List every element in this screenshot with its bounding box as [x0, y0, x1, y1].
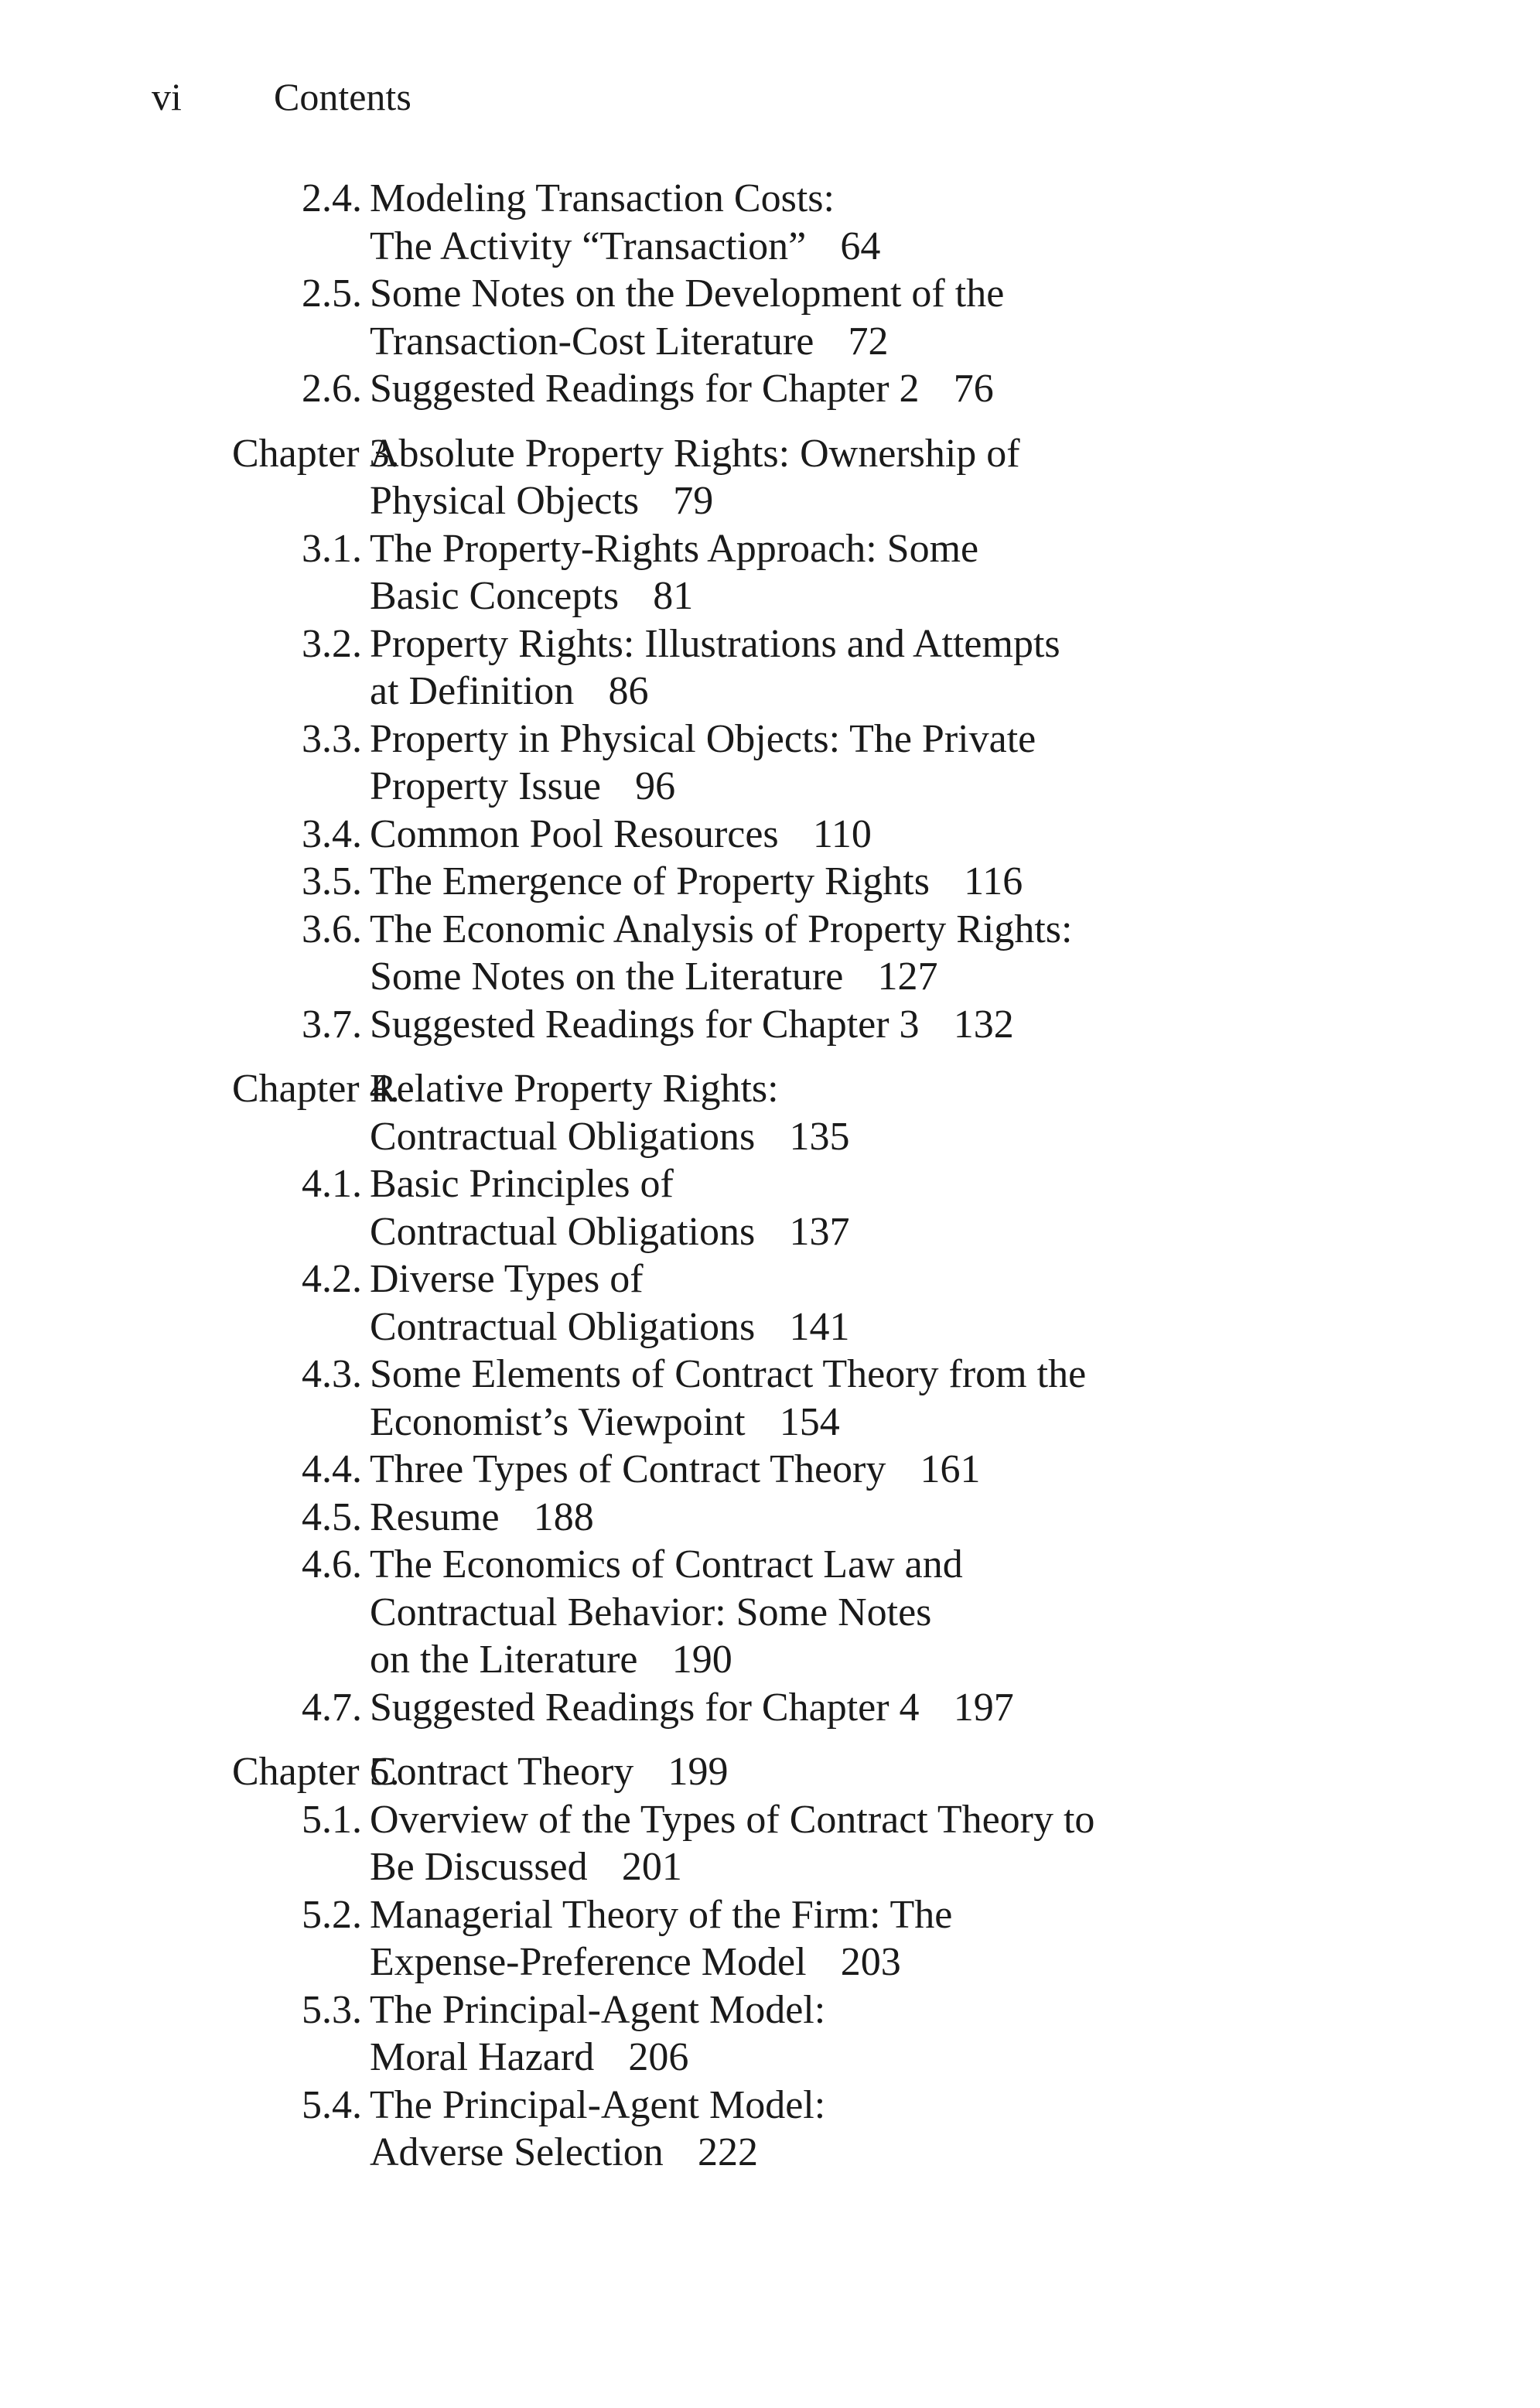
section-number: 2.4.	[302, 176, 362, 220]
entry-title-line	[370, 1399, 1199, 1447]
page-reference: 81	[653, 574, 694, 618]
entry-title-line	[370, 477, 1199, 525]
page-reference: 154	[779, 1399, 840, 1444]
entry-title-line	[370, 1255, 1199, 1303]
section-number: 3.4.	[302, 811, 362, 856]
section-number: 4.6.	[302, 1542, 362, 1587]
page-reference: 188	[533, 1494, 594, 1539]
table-of-contents	[232, 175, 1199, 2177]
entry-title-text: Basic Concepts	[370, 574, 620, 618]
page-reference: 222	[697, 2130, 758, 2174]
page-reference: 199	[668, 1750, 729, 1794]
page-reference: 206	[628, 2035, 689, 2079]
page-reference: 137	[789, 1209, 850, 1254]
entry-title-line	[370, 763, 1199, 811]
toc-section-entry	[232, 175, 1199, 270]
page-reference: 116	[964, 859, 1023, 903]
toc-section-entry	[232, 1351, 1199, 1446]
section-number: 2.6.	[302, 367, 362, 411]
toc-chapter-entry	[232, 430, 1199, 525]
entry-title-text: Adverse Selection	[370, 2130, 664, 2174]
entry-title-line	[370, 1113, 1199, 1161]
entry-title-text: at Definition	[370, 669, 575, 713]
entry-title-line	[370, 1541, 1199, 1589]
section-number: 5.4.	[302, 2082, 362, 2127]
toc-section-entry	[232, 1160, 1199, 1255]
entry-title-text: Contract Theory	[370, 1750, 634, 1794]
page-reference: 86	[608, 669, 649, 713]
entry-title-line	[370, 1208, 1199, 1256]
entry-title-text: The Economics of Contract Law and	[370, 1542, 963, 1587]
entry-title-line	[370, 1351, 1199, 1399]
entry-title-text: Relative Property Rights:	[370, 1067, 779, 1111]
entry-title-line	[370, 2082, 1199, 2130]
entry-title-line	[370, 1748, 1199, 1796]
entry-title-line	[370, 1938, 1199, 1986]
entry-title-line	[370, 858, 1199, 906]
entry-title-text: Economist’s Viewpoint	[370, 1399, 746, 1444]
section-number: 2.5.	[302, 272, 362, 316]
entry-title-text: Transaction-Cost Literature	[370, 319, 814, 364]
toc-section-entry	[232, 1001, 1199, 1049]
toc-section-entry	[232, 906, 1199, 1001]
toc-section-entry	[232, 2082, 1199, 2177]
page-reference: 135	[789, 1114, 850, 1159]
toc-section-entry	[232, 620, 1199, 716]
entry-title-text: The Principal-Agent Model:	[370, 2082, 826, 2127]
entry-title-line	[370, 1160, 1199, 1208]
toc-chapter-entry	[232, 1065, 1199, 1160]
entry-title-text: Property in Physical Objects: The Private	[370, 716, 1036, 761]
page-reference: 161	[920, 1447, 981, 1491]
entry-title-text: Diverse Types of	[370, 1257, 644, 1301]
toc-section-entry	[232, 1986, 1199, 2082]
section-number: 4.2.	[302, 1257, 362, 1301]
section-number: 3.7.	[302, 1002, 362, 1047]
toc-chapter-entry	[232, 1748, 1199, 1796]
entry-title-line	[370, 2034, 1199, 2082]
entry-title-text: Common Pool Resources	[370, 811, 779, 856]
entry-title-line	[370, 1986, 1199, 2034]
toc-section-entry	[232, 1446, 1199, 1494]
entry-title-line	[370, 1843, 1199, 1891]
entry-title-line	[370, 620, 1199, 668]
page-reference: 190	[671, 1638, 732, 1682]
toc-section-entry	[232, 716, 1199, 811]
page-reference: 141	[789, 1304, 850, 1349]
entry-title-line	[370, 1494, 1199, 1542]
entry-title-text: Suggested Readings for Chapter 3	[370, 1002, 920, 1047]
page-reference: 132	[953, 1002, 1014, 1047]
entry-title-line	[370, 270, 1199, 318]
entry-title-text: Contractual Obligations	[370, 1114, 756, 1159]
entry-title-line	[370, 1636, 1199, 1684]
entry-title-text: Some Notes on the Literature	[370, 955, 844, 999]
entry-title-text: Property Issue	[370, 764, 601, 808]
entry-title-line	[370, 525, 1199, 573]
toc-section-entry	[232, 1796, 1199, 1891]
toc-section-entry	[232, 1494, 1199, 1542]
entry-title-text: Some Notes on the Development of the	[370, 272, 1005, 316]
section-number: 4.1.	[302, 1162, 362, 1206]
page-reference: 64	[840, 224, 881, 268]
entry-title-line	[370, 1303, 1199, 1351]
entry-title-line	[370, 572, 1199, 620]
entry-title-text: Physical Objects	[370, 479, 640, 523]
toc-section-entry	[232, 1684, 1199, 1732]
section-number: 3.3.	[302, 716, 362, 761]
toc-section-entry	[232, 1541, 1199, 1684]
entry-title-line	[370, 716, 1199, 763]
section-number: 3.2.	[302, 621, 362, 666]
entry-title-line	[370, 1065, 1199, 1113]
entry-title-line	[370, 668, 1199, 716]
entry-title-text: The Economic Analysis of Property Rights:	[370, 907, 1073, 951]
entry-title-text: The Emergence of Property Rights	[370, 859, 930, 903]
entry-title-line	[370, 223, 1199, 271]
page-reference: 197	[953, 1685, 1014, 1730]
page-reference: 76	[953, 367, 994, 411]
toc-section-entry	[232, 811, 1199, 859]
entry-title-text: Moral Hazard	[370, 2035, 595, 2079]
entry-title-line	[370, 430, 1199, 478]
page-reference: 96	[635, 764, 676, 808]
entry-title-line	[370, 1684, 1199, 1732]
page-reference: 203	[840, 1940, 901, 1984]
entry-title-line	[370, 1589, 1199, 1637]
entry-title-text: Expense-Preference Model	[370, 1940, 807, 1984]
section-number: 5.2.	[302, 1892, 362, 1937]
entry-title-text: Modeling Transaction Costs:	[370, 176, 835, 220]
section-number: 5.1.	[302, 1797, 362, 1842]
entry-title-line	[370, 906, 1199, 954]
entry-title-line	[370, 365, 1199, 413]
toc-section-entry	[232, 1891, 1199, 1986]
entry-title-text: Contractual Obligations	[370, 1304, 756, 1349]
entry-title-line	[370, 1891, 1199, 1939]
entry-title-line	[370, 1796, 1199, 1844]
section-number: 4.7.	[302, 1685, 362, 1730]
entry-title-text: Be Discussed	[370, 1845, 588, 1889]
section-number: 3.1.	[302, 526, 362, 571]
toc-section-entry	[232, 1255, 1199, 1351]
page-reference: 127	[877, 955, 938, 999]
running-title: Contents	[274, 75, 411, 118]
entry-title-text: Property Rights: Illustrations and Attempts	[370, 621, 1060, 666]
section-number: 4.5.	[302, 1494, 362, 1539]
entry-title-text: Resume	[370, 1494, 500, 1539]
entry-title-line	[370, 318, 1199, 366]
entry-title-text: Contractual Behavior: Some Notes	[370, 1590, 932, 1634]
entry-title-text: Contractual Obligations	[370, 1209, 756, 1254]
entry-title-line	[370, 811, 1199, 859]
chapter-number: Chapter 5.	[232, 1750, 400, 1794]
entry-title-text: Basic Principles of	[370, 1162, 674, 1206]
entry-title-line	[370, 175, 1199, 223]
chapter-number: Chapter 3.	[232, 431, 400, 476]
entry-title-text: The Property-Rights Approach: Some	[370, 526, 979, 571]
entry-title-text: The Activity “Transaction”	[370, 224, 807, 268]
page-reference: 79	[673, 479, 714, 523]
page-number: vi	[152, 75, 182, 118]
entry-title-line	[370, 1446, 1199, 1494]
entry-title-text: The Principal-Agent Model:	[370, 1987, 826, 2032]
page-reference: 110	[812, 811, 872, 856]
entry-title-text: Overview of the Types of Contract Theory to	[370, 1797, 1095, 1842]
section-number: 3.5.	[302, 859, 362, 903]
page-header	[152, 77, 411, 116]
entry-title-line	[370, 2129, 1199, 2177]
page-reference: 201	[621, 1845, 682, 1889]
toc-section-entry	[232, 365, 1199, 413]
section-number: 3.6.	[302, 907, 362, 951]
entry-title-text: Absolute Property Rights: Ownership of	[370, 431, 1020, 476]
toc-section-entry	[232, 270, 1199, 365]
entry-title-text: Some Elements of Contract Theory from the	[370, 1352, 1087, 1396]
entry-title-text: on the Literature	[370, 1638, 638, 1682]
page-reference: 72	[848, 319, 889, 364]
chapter-number: Chapter 4.	[232, 1067, 400, 1111]
section-number: 4.4.	[302, 1447, 362, 1491]
entry-title-line	[370, 1001, 1199, 1049]
entry-title-line	[370, 953, 1199, 1001]
entry-title-text: Suggested Readings for Chapter 2	[370, 367, 920, 411]
entry-title-text: Managerial Theory of the Firm: The	[370, 1892, 953, 1937]
entry-title-text: Three Types of Contract Theory	[370, 1447, 886, 1491]
section-number: 5.3.	[302, 1987, 362, 2032]
entry-title-text: Suggested Readings for Chapter 4	[370, 1685, 920, 1730]
toc-section-entry	[232, 525, 1199, 620]
section-number: 4.3.	[302, 1352, 362, 1396]
toc-section-entry	[232, 858, 1199, 906]
